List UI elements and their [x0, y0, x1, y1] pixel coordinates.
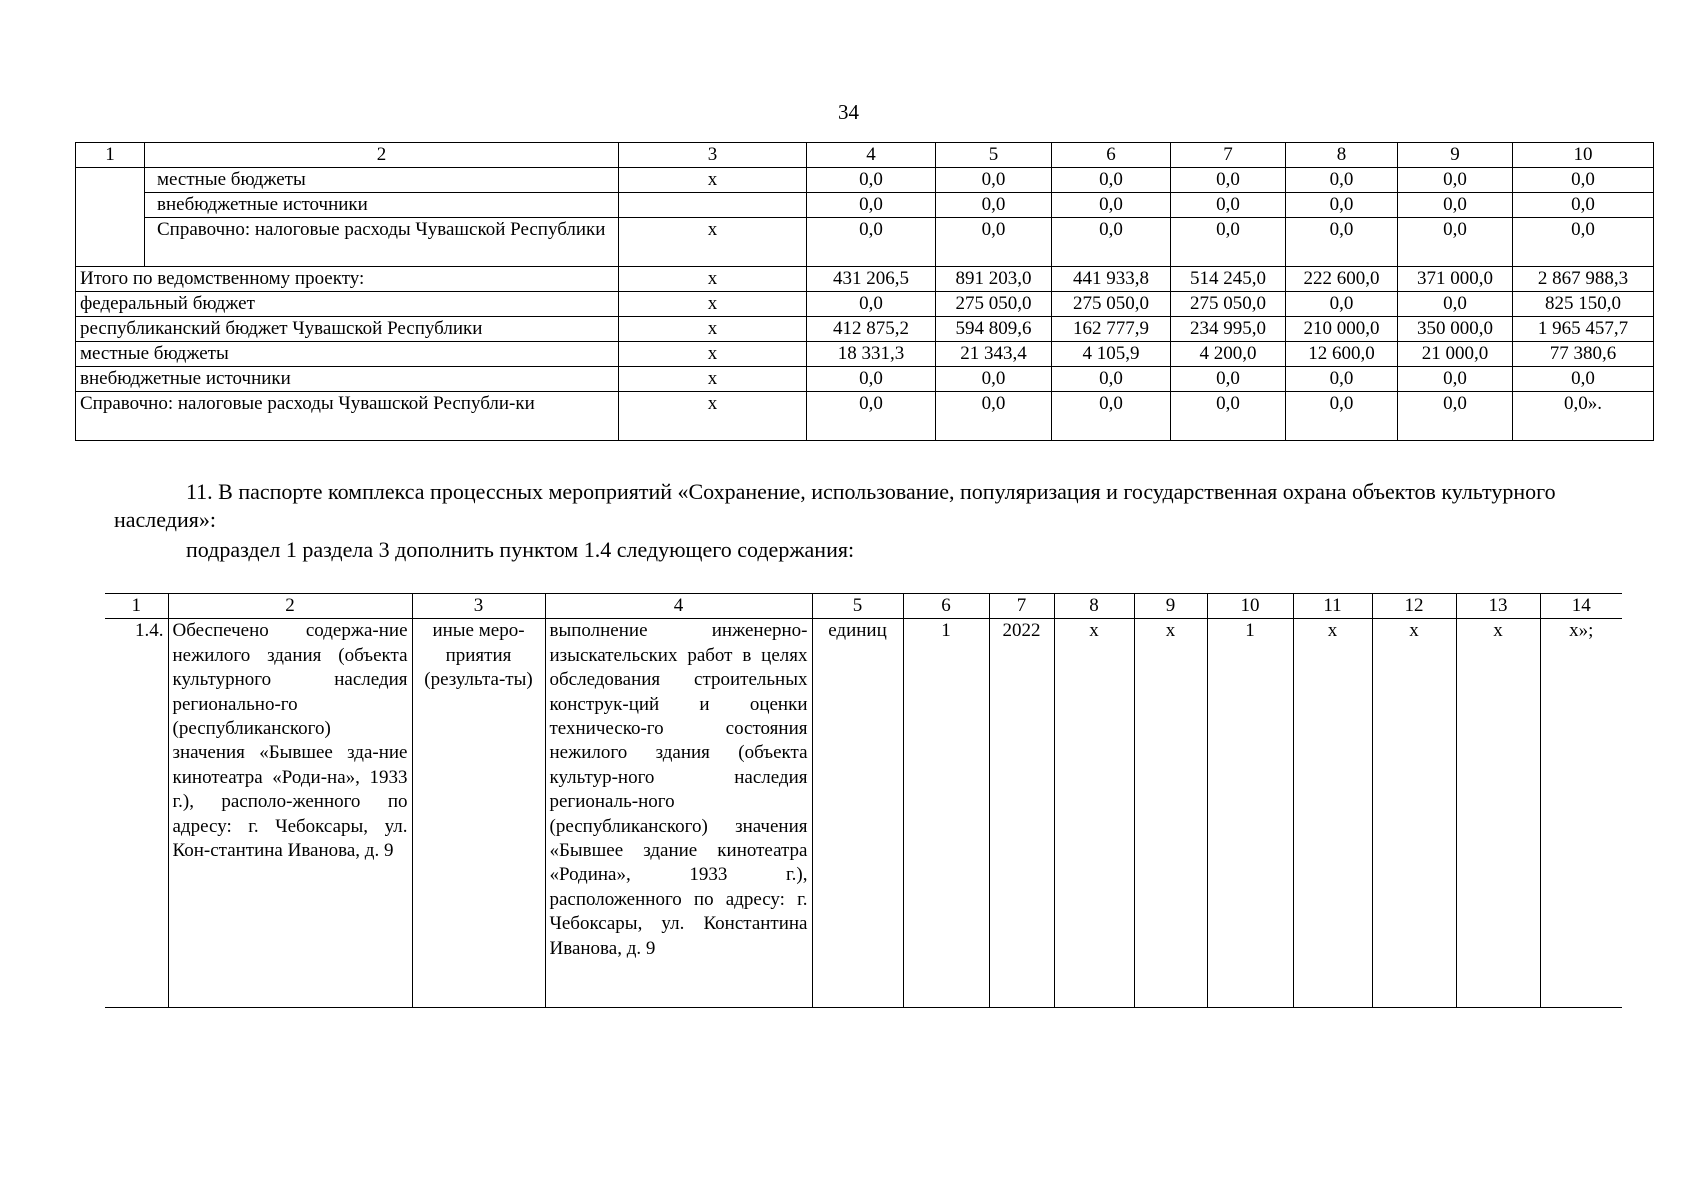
- table-cell: 275 050,0: [936, 292, 1052, 317]
- item-type: иные меро-приятия (результа-ты): [412, 619, 545, 1008]
- item-description: выполнение инженерно-изыскательских работ в целях обследования строительных конструк-ций и оценки техническо-го состояния нежилого здания (объекта культур-ного наследия региональ-ного (республиканского) значения «Бывшее здание кинотеатра «Родина», 1933 г.), расположенного по адресу: г. Чебоксары, ул. Константина Иванова, д. 9: [545, 619, 812, 1008]
- row-label: Справочно: налоговые расходы Чувашской Республики: [145, 218, 619, 267]
- table-cell: 0,0: [1398, 292, 1513, 317]
- table-row-total: [76, 267, 1654, 292]
- table-cell: х: [619, 392, 807, 441]
- table-cell: 0,0: [1171, 392, 1286, 441]
- header-cell: 8: [1054, 594, 1134, 619]
- header-cell: 14: [1540, 594, 1622, 619]
- table-cell: 0,0: [1398, 218, 1513, 267]
- paragraph-subsection: подраздел 1 раздела 3 дополнить пунктом 1.4 следующего содержания:: [186, 537, 855, 562]
- row-label: внебюджетные источники: [145, 193, 619, 218]
- table-cell: 275 050,0: [1171, 292, 1286, 317]
- table-cell: 0,0: [1171, 168, 1286, 193]
- table-cell: х: [1456, 619, 1540, 1008]
- header-cell: 9: [1134, 594, 1207, 619]
- header-cell: 12: [1372, 594, 1456, 619]
- table-cell: х: [619, 367, 807, 392]
- row-label: федеральный бюджет: [76, 292, 619, 317]
- table-cell: 0,0: [1286, 292, 1398, 317]
- table-cell: 210 000,0: [1286, 317, 1398, 342]
- table-cell: 0,0: [1513, 218, 1654, 267]
- table-cell: 891 203,0: [936, 267, 1052, 292]
- table-cell: 0,0: [1398, 193, 1513, 218]
- table-cell: 0,0: [1171, 367, 1286, 392]
- table-cell: 1 965 457,7: [1513, 317, 1654, 342]
- row-label: внебюджетные источники: [76, 367, 619, 392]
- paragraph-amendment: 11. В паспорте комплекса процессных мероприятий «Сохранение, использование, популяризация и государственная охрана объектов культурного наследия»:: [114, 479, 1556, 532]
- table-cell: 222 600,0: [1286, 267, 1398, 292]
- table-row: [76, 292, 1654, 317]
- row-label: местные бюджеты: [145, 168, 619, 193]
- table-cell: х: [1293, 619, 1372, 1008]
- table-cell: 0,0: [1513, 168, 1654, 193]
- header-cell: 5: [936, 143, 1052, 168]
- item-unit: единиц: [812, 619, 903, 1008]
- table-cell: 594 809,6: [936, 317, 1052, 342]
- table-cell: 0,0: [1286, 392, 1398, 441]
- table-header-row: [76, 143, 1654, 168]
- header-cell: 3: [412, 594, 545, 619]
- table-cell: х: [1372, 619, 1456, 1008]
- header-cell: 4: [807, 143, 936, 168]
- table-cell: 12 600,0: [1286, 342, 1398, 367]
- row-label: Итого по ведомственному проекту:: [76, 267, 619, 292]
- table-cell: 0,0: [1286, 168, 1398, 193]
- table-cell: 0,0: [1171, 218, 1286, 267]
- header-cell: 13: [1456, 594, 1540, 619]
- header-cell: 1: [76, 143, 145, 168]
- table-cell: 0,0: [807, 292, 936, 317]
- table-cell: 0,0: [807, 193, 936, 218]
- empty-cell: [76, 168, 145, 267]
- table-cell: 0,0: [1398, 168, 1513, 193]
- table-cell: 0,0: [1052, 392, 1171, 441]
- table-cell: 0,0: [936, 392, 1052, 441]
- table-cell: 4 105,9: [1052, 342, 1171, 367]
- item-name: Обеспечено содержа-ние нежилого здания (объекта культурного наследия регионально-го (республиканского) значения «Бывшее зда-ние кинотеатра «Роди-на», 1933 г.), располо-женного по адресу: г. Чебоксары, ул. Кон-стантина Иванова, д. 9: [168, 619, 412, 1008]
- table-cell: 0,0: [807, 367, 936, 392]
- table-row: [76, 392, 1654, 441]
- header-cell: 4: [545, 594, 812, 619]
- table-cell: х: [619, 342, 807, 367]
- table-cell: 0,0: [1513, 367, 1654, 392]
- table-cell: 0,0: [807, 392, 936, 441]
- table-row: [76, 193, 1654, 218]
- header-cell: 8: [1286, 143, 1398, 168]
- table-cell: 21 000,0: [1398, 342, 1513, 367]
- table-cell: 0,0: [807, 168, 936, 193]
- row-label: местные бюджеты: [76, 342, 619, 367]
- table-cell: 514 245,0: [1171, 267, 1286, 292]
- table-cell: 431 206,5: [807, 267, 936, 292]
- header-cell: 3: [619, 143, 807, 168]
- table-cell: 412 875,2: [807, 317, 936, 342]
- header-cell: 7: [989, 594, 1054, 619]
- table-cell: 234 995,0: [1171, 317, 1286, 342]
- header-cell: 5: [812, 594, 903, 619]
- header-cell: 2: [168, 594, 412, 619]
- table-cell: 2022: [989, 619, 1054, 1008]
- header-cell: 11: [1293, 594, 1372, 619]
- budget-table: [75, 142, 1654, 441]
- table-cell: 2 867 988,3: [1513, 267, 1654, 292]
- table-cell: х: [619, 317, 807, 342]
- table-cell: х: [1054, 619, 1134, 1008]
- table-cell: 0,0».: [1513, 392, 1654, 441]
- table-cell: 0,0: [1286, 193, 1398, 218]
- table-cell: х: [1134, 619, 1207, 1008]
- table-cell: х: [619, 218, 807, 267]
- header-cell: 1: [105, 594, 168, 619]
- header-cell: 6: [903, 594, 989, 619]
- table-cell: 825 150,0: [1513, 292, 1654, 317]
- item-number: 1.4.: [105, 619, 168, 1008]
- table-row: [76, 367, 1654, 392]
- table-cell: 21 343,4: [936, 342, 1052, 367]
- table-cell: 0,0: [936, 193, 1052, 218]
- header-cell: 2: [145, 143, 619, 168]
- table-header-row: [105, 594, 1622, 619]
- table-cell: 0,0: [1052, 367, 1171, 392]
- table-cell: 4 200,0: [1171, 342, 1286, 367]
- table-cell: 350 000,0: [1398, 317, 1513, 342]
- header-cell: 10: [1207, 594, 1293, 619]
- table-cell: 0,0: [936, 218, 1052, 267]
- table-cell: 0,0: [1052, 193, 1171, 218]
- table-cell: 0,0: [1286, 218, 1398, 267]
- table-cell: 371 000,0: [1398, 267, 1513, 292]
- table-cell: 0,0: [1398, 367, 1513, 392]
- table-cell: 0,0: [1052, 168, 1171, 193]
- table-cell: 77 380,6: [1513, 342, 1654, 367]
- header-cell: 6: [1052, 143, 1171, 168]
- table-cell: 1: [1207, 619, 1293, 1008]
- table-cell: 0,0: [936, 168, 1052, 193]
- table-cell: 0,0: [1513, 193, 1654, 218]
- table-cell: 0,0: [1286, 367, 1398, 392]
- table-cell: 0,0: [1171, 193, 1286, 218]
- page-number: 34: [838, 100, 859, 124]
- table-cell: х: [619, 292, 807, 317]
- header-cell: 10: [1513, 143, 1654, 168]
- table-cell: 441 933,8: [1052, 267, 1171, 292]
- table-cell: 0,0: [936, 367, 1052, 392]
- table-row: [105, 619, 1622, 1008]
- table-cell: х: [619, 267, 807, 292]
- table-cell: 0,0: [1398, 392, 1513, 441]
- table-cell: х»;: [1540, 619, 1622, 1008]
- header-cell: 7: [1171, 143, 1286, 168]
- table-cell: 1: [903, 619, 989, 1008]
- table-row: [76, 342, 1654, 367]
- table-row: [76, 168, 1654, 193]
- table-cell: 162 777,9: [1052, 317, 1171, 342]
- table-row: [76, 317, 1654, 342]
- table-cell: х: [619, 168, 807, 193]
- measures-table: [105, 593, 1622, 1008]
- table-row: [76, 218, 1654, 267]
- table-cell: 275 050,0: [1052, 292, 1171, 317]
- table-cell: 18 331,3: [807, 342, 936, 367]
- row-label: Справочно: налоговые расходы Чувашской Республи-ки: [76, 392, 619, 441]
- row-label: республиканский бюджет Чувашской Республики: [76, 317, 619, 342]
- header-cell: 9: [1398, 143, 1513, 168]
- table-cell: [619, 193, 807, 218]
- table-cell: 0,0: [807, 218, 936, 267]
- table-cell: 0,0: [1052, 218, 1171, 267]
